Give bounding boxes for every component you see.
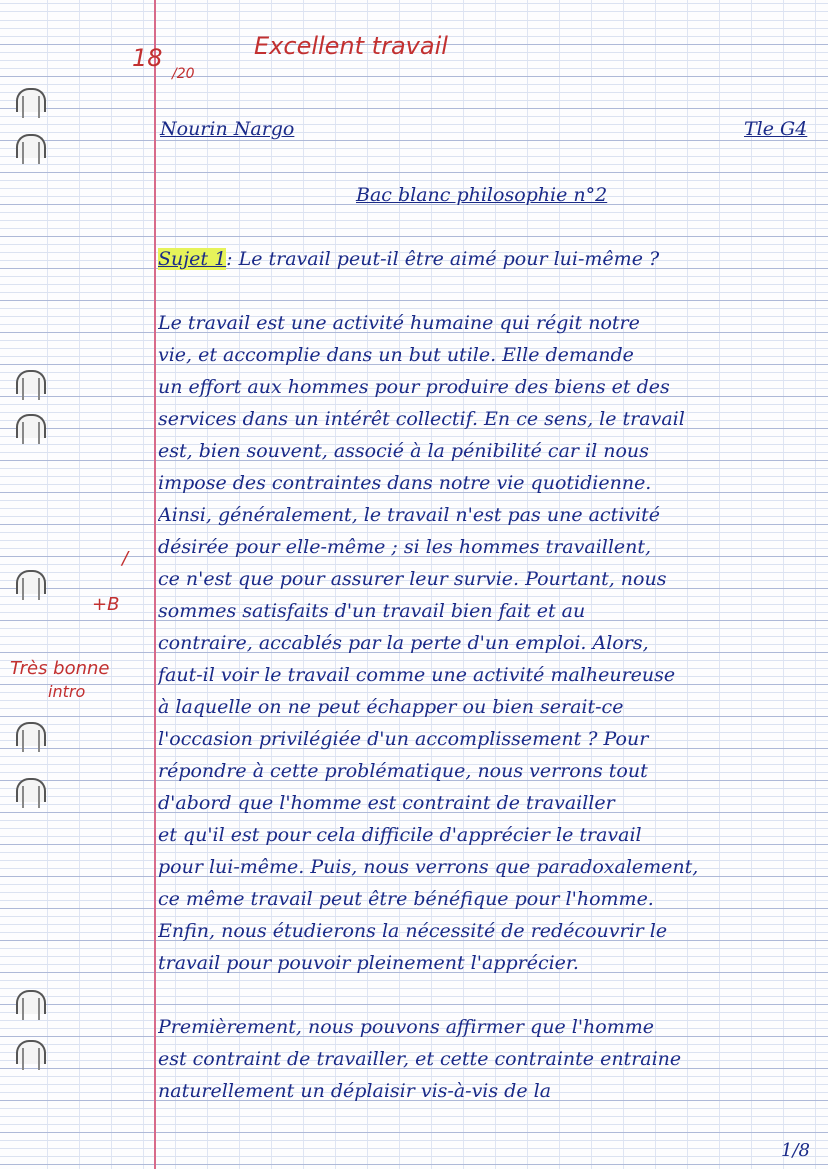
text-line: d'abord que l'homme est contraint de travailler (158, 792, 615, 814)
text-line: désirée pour elle-même ; si les hommes travaillent, (158, 536, 652, 558)
text-line: services dans un intérêt collectif. En ce sens, le travail (158, 408, 685, 430)
text-line: faut-il voir le travail comme une activité malheureuse (158, 664, 676, 686)
margin-note: intro (48, 682, 86, 701)
punch-hole-icon (16, 570, 46, 594)
page-title: Bac blanc philosophie n°2 (356, 184, 608, 206)
student-name: Nourin Nargo (160, 118, 295, 140)
grade: 18 (132, 44, 163, 72)
subject-question: : Le travail peut-il être aimé pour lui-même ? (226, 248, 660, 270)
text-line: un effort aux hommes pour produire des biens et des (158, 376, 670, 398)
text-line: ce n'est que pour assurer leur survie. Pourtant, nous (158, 568, 667, 590)
text-line: l'occasion privilégiée d'un accomplissement ? Pour (158, 728, 649, 750)
text-line: répondre à cette problématique, nous verrons tout (158, 760, 648, 782)
margin-note: Très bonne (10, 658, 110, 679)
punch-hole-icon (16, 370, 46, 394)
text-line: Enfin, nous étudierons la nécessité de redécouvrir le (158, 920, 668, 942)
text-line: vie, et accomplie dans un but utile. Elle demande (158, 344, 634, 366)
punch-hole-icon (16, 134, 46, 158)
margin-score: +B (92, 594, 120, 615)
punch-hole-icon (16, 778, 46, 802)
margin-line (154, 0, 156, 1169)
subject-label: Sujet 1 (158, 248, 227, 270)
punch-hole-icon (16, 88, 46, 112)
text-line: ce même travail peut être bénéfique pour l'homme. (158, 888, 654, 910)
punch-hole-icon (16, 722, 46, 746)
text-line: naturellement un déplaisir vis-à-vis de la (158, 1080, 552, 1102)
essay-body (158, 307, 824, 1107)
page-number: 1/8 (781, 1140, 810, 1161)
punch-hole-icon (16, 414, 46, 438)
grade-denominator: /20 (172, 66, 195, 82)
teacher-comment: Excellent travail (254, 32, 448, 60)
text-line: pour lui-même. Puis, nous verrons que paradoxalement, (158, 856, 699, 878)
text-line: sommes satisfaits d'un travail bien fait et au (158, 600, 586, 622)
class-label: Tle G4 (744, 118, 808, 140)
text-line: et qu'il est pour cela difficile d'apprécier le travail (158, 824, 642, 846)
subject-line (158, 248, 659, 270)
text-line: contraire, accablés par la perte d'un emploi. Alors, (158, 632, 649, 654)
text-line: Le travail est une activité humaine qui régit notre (158, 312, 640, 334)
text-line: impose des contraintes dans notre vie quotidienne. (158, 472, 652, 494)
punch-hole-icon (16, 1040, 46, 1064)
text-line: Ainsi, généralement, le travail n'est pas une activité (158, 504, 660, 526)
text-line: Premièrement, nous pouvons affirmer que l'homme (158, 1016, 654, 1038)
paragraph-gap (158, 979, 824, 1011)
text-line: est, bien souvent, associé à la pénibilité car il nous (158, 440, 649, 462)
text-line: à laquelle on ne peut échapper ou bien serait-ce (158, 696, 624, 718)
text-line: travail pour pouvoir pleinement l'apprécier. (158, 952, 579, 974)
tick-mark: / (122, 548, 129, 569)
text-line: est contraint de travailler, et cette contrainte entraine (158, 1048, 682, 1070)
punch-hole-icon (16, 990, 46, 1014)
